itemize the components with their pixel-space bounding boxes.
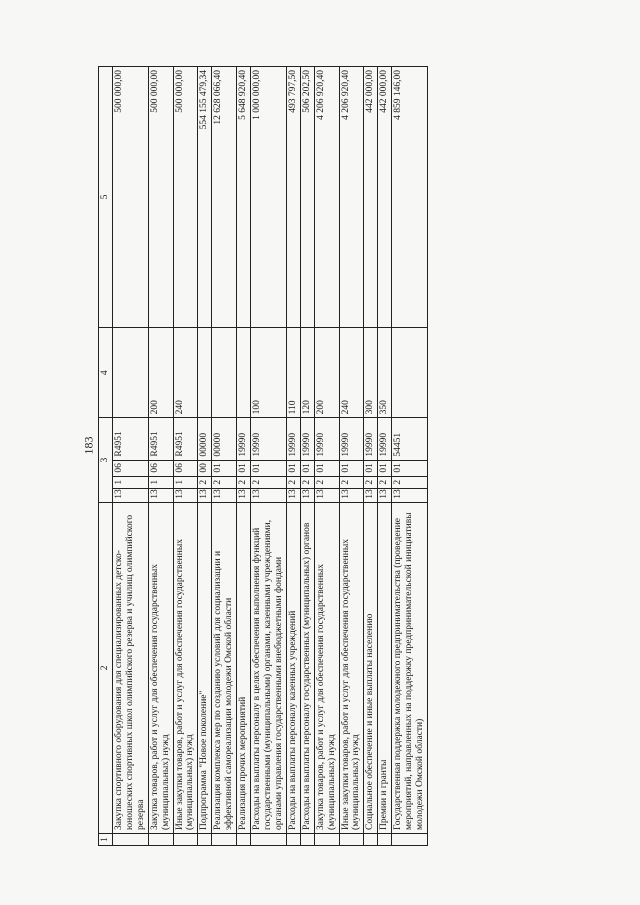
row-code-direction: 19990 [364,418,378,460]
row-code-measure: 06 [112,460,148,476]
row-code-direction: R4951 [112,418,148,460]
row-amount: 500 000,00 [112,67,148,328]
table-row [251,67,287,846]
row-code-program: 13 [314,488,339,502]
row-expense-type [112,328,148,418]
row-code-measure: 01 [237,460,251,476]
row-col-1 [314,833,339,845]
table-row [300,67,314,846]
row-code-subprogram: 2 [212,476,237,488]
row-name: Реализация комплекса мер по созданию условий для социализации и эффективной самореализации молодежи Омской области [212,502,237,833]
table-row [314,67,339,846]
row-code-program: 13 [173,488,198,502]
row-col-1 [237,833,251,845]
row-code-direction: 19990 [314,418,339,460]
row-code-subprogram: 2 [364,476,378,488]
row-code-subprogram: 2 [378,476,392,488]
row-name: Расходы на выплаты персоналу казенных учреждений [286,502,300,833]
table-row [198,67,212,846]
row-expense-type [212,328,237,418]
row-code-program: 13 [392,488,428,502]
row-name: Закупка товаров, работ и услуг для обеспечения государственных (муниципальных) нужд [314,502,339,833]
row-code-subprogram: 2 [314,476,339,488]
row-amount: 5 648 920,40 [237,67,251,328]
row-code-subprogram: 2 [300,476,314,488]
row-name: Закупка спортивного оборудования для специализированных детско-юношеских спортивных школ олимпийского резерва и училищ олимпийского резерва [112,502,148,833]
row-expense-type: 300 [364,328,378,418]
row-code-measure: 00 [198,460,212,476]
row-name: Закупка товаров, работ и услуг для обеспечения государственных (муниципальных) нужд [148,502,173,833]
row-code-subprogram: 2 [339,476,364,488]
header-col-3: 3 [99,418,113,502]
row-expense-type: 200 [148,328,173,418]
row-expense-type [392,328,428,418]
row-amount: 506 202,50 [300,67,314,328]
row-code-measure: 06 [173,460,198,476]
row-code-direction: 19990 [286,418,300,460]
row-name: Иные закупки товаров, работ и услуг для обеспечения государственных (муниципальных) нужд [339,502,364,833]
row-col-1 [148,833,173,845]
row-amount: 1 000 000,00 [251,67,287,328]
row-code-subprogram: 2 [251,476,287,488]
row-code-subprogram: 1 [173,476,198,488]
row-code-measure: 01 [314,460,339,476]
row-expense-type: 120 [300,328,314,418]
row-code-direction: R4951 [173,418,198,460]
row-col-1 [364,833,378,845]
row-code-measure: 01 [392,460,428,476]
row-code-program: 13 [251,488,287,502]
row-code-subprogram: 1 [148,476,173,488]
table-row [392,67,428,846]
row-code-subprogram: 2 [392,476,428,488]
row-code-direction: 19990 [339,418,364,460]
row-code-measure: 01 [364,460,378,476]
row-code-direction: 00000 [212,418,237,460]
row-col-1 [339,833,364,845]
row-col-1 [300,833,314,845]
row-code-measure: 06 [148,460,173,476]
row-code-subprogram: 2 [198,476,212,488]
row-col-1 [251,833,287,845]
row-code-measure: 01 [251,460,287,476]
row-code-measure: 01 [286,460,300,476]
row-code-direction: 54451 [392,418,428,460]
row-amount: 442 000,00 [364,67,378,328]
row-amount: 500 000,00 [173,67,198,328]
row-col-1 [173,833,198,845]
row-code-subprogram: 2 [286,476,300,488]
row-code-program: 13 [212,488,237,502]
row-amount: 442 000,00 [378,67,392,328]
row-code-measure: 01 [339,460,364,476]
table-row [237,67,251,846]
table-row [378,67,392,846]
document-area [98,66,538,846]
row-code-subprogram: 1 [112,476,148,488]
row-col-1 [378,833,392,845]
row-name: Премии и гранты [378,502,392,833]
row-amount: 554 155 479,34 [198,67,212,328]
row-code-program: 13 [148,488,173,502]
row-name: Расходы на выплаты персоналу в целях обеспечения выполнения функций государственными (муниципальными) органами, казенными учреждениями, органами управления государственными внебюджетными фондами [251,502,287,833]
row-col-1 [392,833,428,845]
header-row [99,67,113,846]
row-code-program: 13 [112,488,148,502]
table-row [148,67,173,846]
table-row [173,67,198,846]
page-number: 183 [81,436,96,455]
row-code-program: 13 [300,488,314,502]
row-code-measure: 01 [378,460,392,476]
row-code-direction: 19990 [251,418,287,460]
row-expense-type: 350 [378,328,392,418]
row-code-program: 13 [198,488,212,502]
row-name: Государственная поддержка молодежного предпринимательства (проведение мероприятий, направленных на поддержку предпринимательской инициативы молодежи Омской области) [392,502,428,833]
row-code-direction: 19990 [300,418,314,460]
row-code-program: 13 [364,488,378,502]
row-code-measure: 01 [212,460,237,476]
row-name: Расходы на выплаты персоналу государственных (муниципальных) органов [300,502,314,833]
row-name: Социальное обеспечение и иные выплаты населению [364,502,378,833]
row-amount: 4 859 146,00 [392,67,428,328]
table-row [339,67,364,846]
row-amount: 493 797,50 [286,67,300,328]
row-expense-type [198,328,212,418]
header-col-4: 4 [99,328,113,418]
row-col-1 [198,833,212,845]
row-code-program: 13 [286,488,300,502]
table-row [212,67,237,846]
row-code-program: 13 [339,488,364,502]
row-code-program: 13 [237,488,251,502]
row-expense-type: 200 [314,328,339,418]
row-expense-type: 240 [339,328,364,418]
row-expense-type: 100 [251,328,287,418]
row-col-1 [112,833,148,845]
row-expense-type [237,328,251,418]
row-name: Реализация прочих мероприятий [237,502,251,833]
budget-sheet [98,66,538,846]
row-name: Подпрограмма "Новое поколение" [198,502,212,833]
header-col-1: 1 [99,833,113,845]
table-row [286,67,300,846]
table-row [112,67,148,846]
row-code-program: 13 [378,488,392,502]
row-amount: 12 628 066,40 [212,67,237,328]
budget-table [98,66,428,846]
table-row [364,67,378,846]
row-amount: 4 206 920,40 [314,67,339,328]
row-code-direction: 19990 [378,418,392,460]
row-code-direction: 00000 [198,418,212,460]
row-name: Иные закупки товаров, работ и услуг для обеспечения государственных (муниципальных) нужд [173,502,198,833]
row-amount: 4 206 920,40 [339,67,364,328]
row-expense-type: 240 [173,328,198,418]
row-code-direction: R4951 [148,418,173,460]
row-col-1 [212,833,237,845]
row-code-direction: 19990 [237,418,251,460]
row-code-subprogram: 2 [237,476,251,488]
row-code-measure: 01 [300,460,314,476]
row-expense-type: 110 [286,328,300,418]
row-amount: 500 000,00 [148,67,173,328]
row-col-1 [286,833,300,845]
header-col-5: 5 [99,67,113,328]
table-body [112,67,427,846]
header-col-2: 2 [99,502,113,833]
